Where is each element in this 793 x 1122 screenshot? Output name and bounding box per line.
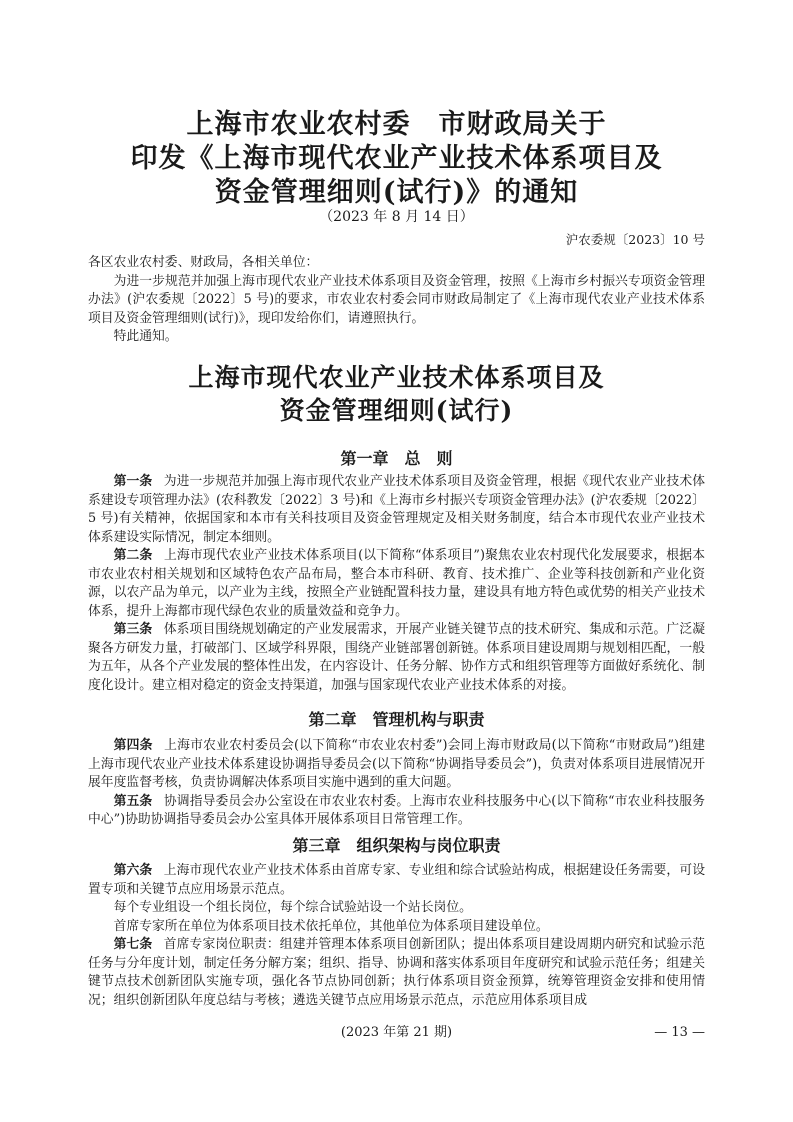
article-label: 第七条 <box>113 937 153 952</box>
notice-body <box>88 254 705 347</box>
chapter-2-body <box>88 737 705 830</box>
document-number: 沪农委规〔2023〕10 号 <box>565 232 705 247</box>
chapter-1-heading: 第一章 总 则 <box>340 449 453 468</box>
article-label: 第五条 <box>113 793 153 809</box>
article-label: 第三条 <box>113 622 153 637</box>
article-label: 第二条 <box>113 548 153 563</box>
page-number: — 13 — <box>654 1025 705 1040</box>
article-2 <box>88 547 705 621</box>
article-text: 体系项目围绕规划确定的产业发展需求，开展产业链关键节点的技术研究、集成和示范。广泛凝聚各方研发力量，打破部门、区域学科界限，围绕产业链部署创新链。体系项目建设周期与规划相匹配，一般为五年，从各个产业发展的整体性出发，在内容设计、任务分解、协作方式和组织管理等方面做好系统化、制度化设计。建立相对稳定的资金支持渠道，加强与国家现代农业产业技术体系的对接。 <box>88 622 706 693</box>
article-4 <box>88 737 705 793</box>
article-text: 首席专家所在单位为体系项目技术依托单位，其他单位为体系项目建设单位。 <box>113 918 549 934</box>
notice-closing: 特此通知。 <box>113 329 178 344</box>
notice-title-line-1: 上海市农业农村委 市财政局关于 <box>186 109 607 140</box>
article-7 <box>88 936 705 1010</box>
article-text: 每个专业组设一个组长岗位，每个综合试验站设一个站长岗位。 <box>113 900 472 915</box>
chapter-3-heading: 第三章 组织架构与岗位职责 <box>292 836 501 855</box>
article-6-para-3 <box>88 918 705 937</box>
chapter-2-heading: 第二章 管理机构与职责 <box>308 710 485 729</box>
article-label: 第四条 <box>113 738 153 753</box>
notice-title-line-2: 印发《上海市现代农业产业技术体系项目及 <box>130 143 663 174</box>
rules-title-line-2: 资金管理细则(试行) <box>279 396 514 425</box>
article-5 <box>88 793 705 830</box>
article-6-para-2 <box>88 899 705 918</box>
article-6 <box>88 862 705 899</box>
notice-title-line-3: 资金管理细则(试行)》的通知 <box>214 177 579 208</box>
article-text: 协调指导委员会办公室设在市农业农村委。上海市农业科技服务中心(以下简称“市农业科技服务中心”)协助协调指导委员会办公室具体开展体系项目日常管理工作。 <box>88 793 705 827</box>
chapter-3-body <box>88 862 705 1010</box>
article-1 <box>88 473 705 547</box>
article-text: 上海市农业农村委员会(以下简称“市农业农村委”)会同上海市财政局(以下简称“市财政局”)组建上海市现代农业产业技术体系建设协调指导委员会(以下简称“协调指导委员会”)，负责对体系项目进展情况开展年度监督考核，负责协调解决体系项目实施中遇到的重大问题。 <box>88 738 705 790</box>
article-text: 上海市现代农业产业技术体系由首席专家、专业组和综合试验站构成，根据建设任务需要，可设置专项和关键节点应用场景示范点。 <box>88 863 706 897</box>
article-label: 第一条 <box>113 474 153 489</box>
rules-title-line-1: 上海市现代农业产业技术体系项目及 <box>188 363 605 392</box>
issue-number: (2023 年第 21 期) <box>340 1025 453 1040</box>
article-text: 首席专家岗位职责：组建并管理本体系项目创新团队；提出体系项目建设周期内研究和试验示范任务与分年度计划，制定任务分解方案；组织、指导、协调和落实体系项目年度研究和试验示范任务；组建关键节点技术创新团队实施专项，强化各节点协同创新；执行体系项目资金预算，统筹管理资金安排和使用情况；组织创新团队年度总结与考核；遴选关键节点应用场景示范点，示范应用体系项目成 <box>88 937 706 1008</box>
article-label: 第六条 <box>113 863 153 878</box>
salutation: 各区农业农村委、财政局，各相关单位： <box>88 255 319 270</box>
notice-date: （2023 年 8 月 14 日） <box>319 209 474 225</box>
notice-paragraph: 为进一步规范并加强上海市现代农业产业技术体系项目及资金管理，按照《上海市乡村振兴专项资金管理办法》(沪农委规〔2022〕5 号)的要求，市农业农村委会同市财政局制定了《上海市现代农业产业技术体系项目及资金管理细则(试行)》，现印发给你们，请遵照执行。 <box>88 273 705 326</box>
chapter-1-body <box>88 473 705 695</box>
article-3 <box>88 621 705 695</box>
article-text: 上海市现代农业产业技术体系项目(以下简称“体系项目”)聚焦农业农村现代化发展要求，根据本市农业农村相关规划和区域特色农产品布局，整合本市科研、教育、技术推广、企业等科技创新和产业化资源，以农产品为单元，以产业为主线，按照全产业链配置科技力量，建设具有地方特色或优势的相关产业技术体系，提升上海都市现代绿色农业的质量效益和竞争力。 <box>88 548 705 619</box>
article-text: 为进一步规范并加强上海市现代农业产业技术体系项目及资金管理，根据《现代农业产业技术体系建设专项管理办法》(农科教发〔2022〕3 号)和《上海市乡村振兴专项资金管理办法》(沪农委规〔2022〕5 号)有关精神，依据国家和本市有关科技项目及资金管理规定及相关财务制度，结合本市现代农业产业技术体系建设实际情况，制定本细则。 <box>88 474 706 545</box>
